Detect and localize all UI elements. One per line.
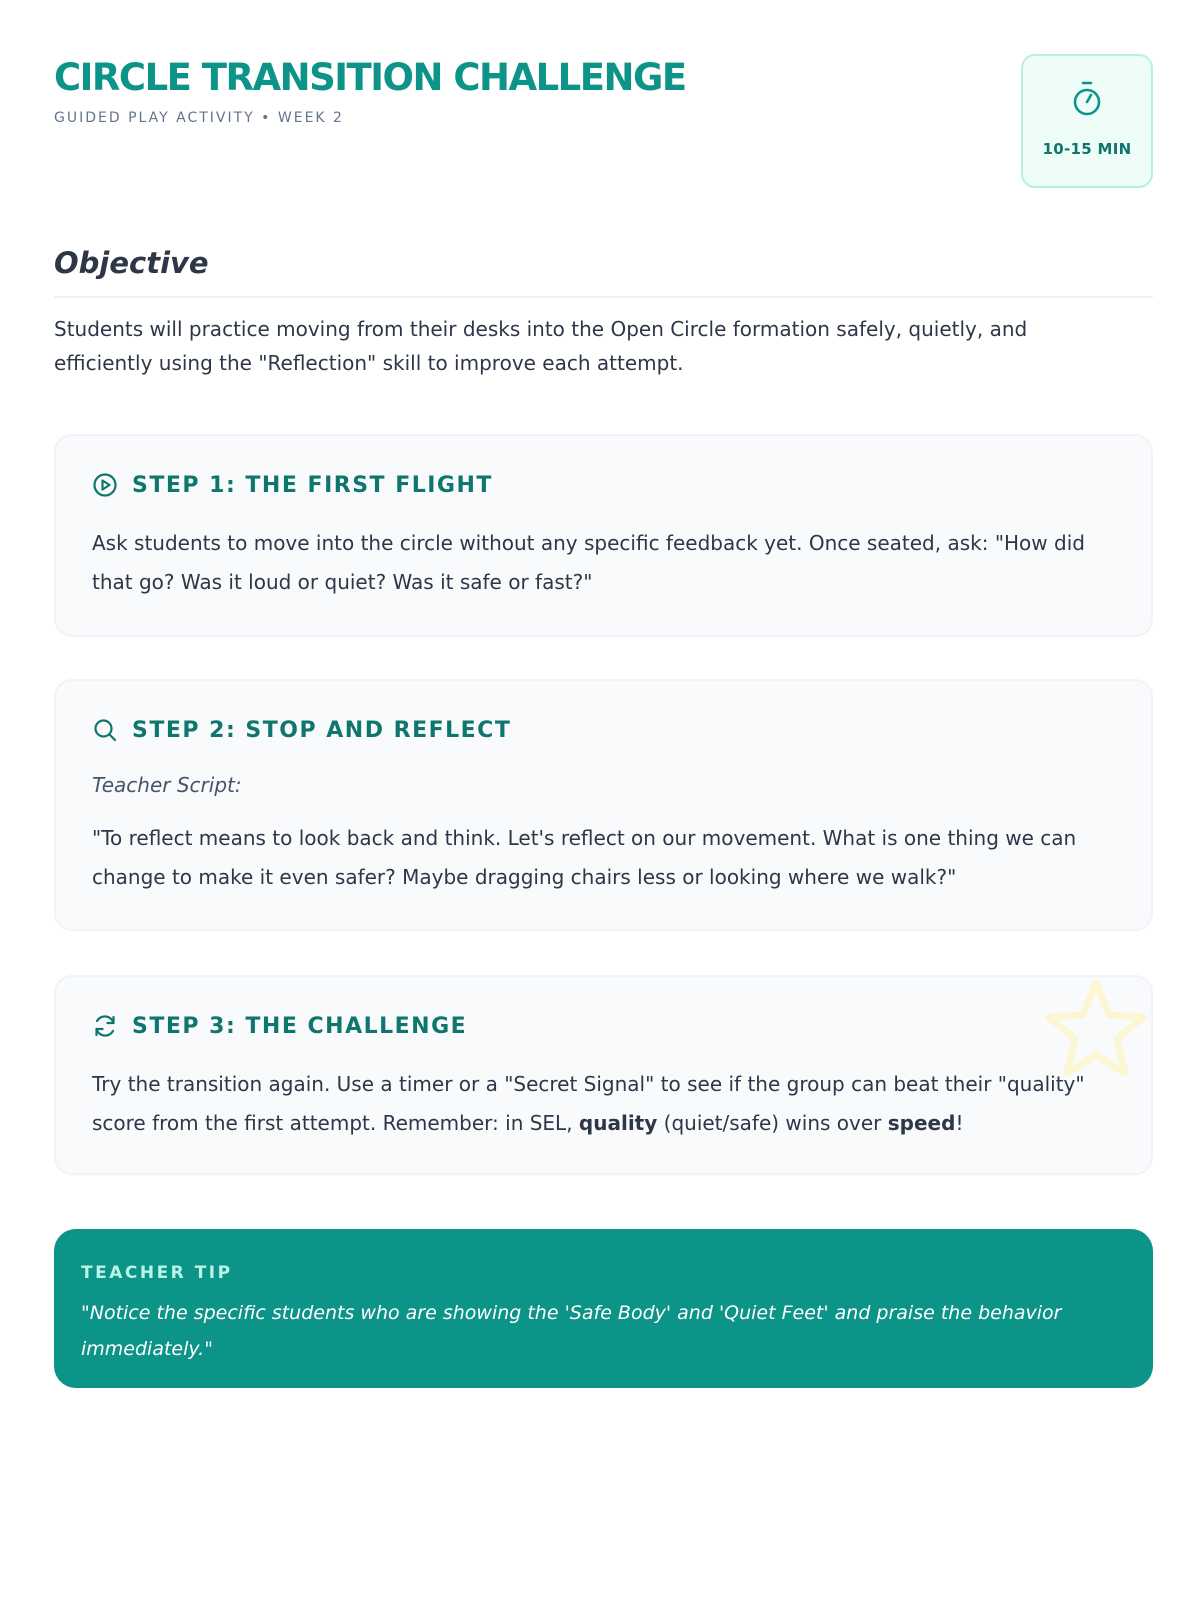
step-body-3-text: (quiet/safe) wins over [657, 1111, 888, 1135]
emphasis-quality: quality [578, 1111, 658, 1135]
duration-label: 10-15 MIN [1042, 140, 1132, 158]
duration-badge [1021, 54, 1153, 188]
search-icon [92, 717, 118, 743]
stopwatch-icon [1070, 80, 1104, 118]
step-body-3-text: Try the transition again. Use a timer or a "Secret Signal" to see if the group can beat their "quality" score from the first attempt. Remember: in SEL, [92, 1072, 1085, 1135]
step-body-2: "To reflect means to look back and think. Let's reflect on our movement. What is one thing we can change to make it even safer? Maybe dragging chairs less or looking where we walk?" [92, 826, 1077, 889]
step-body-3 [92, 1065, 1122, 1143]
step-header-3 [92, 1013, 467, 1039]
page-title: CIRCLE TRANSITION CHALLENGE [54, 56, 686, 99]
step-title-1: STEP 1: THE FIRST FLIGHT [132, 472, 493, 498]
play-circle-icon [92, 472, 118, 498]
step-title-2: STEP 2: STOP AND REFLECT [132, 717, 512, 743]
teacher-tip-box [54, 1229, 1153, 1388]
step-card-1 [54, 434, 1153, 637]
objective-text: Students will practice moving from their desks into the Open Circle formation safely, quietly, and efficiently using the "Reflection" skill to improve each attempt. [54, 317, 1028, 375]
teacher-tip-title: TEACHER TIP [81, 1263, 233, 1283]
step-body-3-text: ! [955, 1111, 964, 1135]
activity-page [54, 0, 1153, 1360]
step-header-2 [92, 717, 511, 743]
step-body-1: Ask students to move into the circle without any specific feedback yet. Once seated, ask: "How did that go? Was it loud or quiet? Was it safe or fast?" [92, 531, 1085, 594]
objective-divider [54, 296, 1153, 298]
objective-heading: Objective [54, 246, 209, 280]
teacher-tip-text: "Notice the specific students who are showing the 'Safe Body' and 'Quiet Feet' and praise the behavior immediately." [81, 1302, 1062, 1360]
step-title-3: STEP 3: THE CHALLENGE [132, 1013, 468, 1039]
emphasis-speed: speed [887, 1111, 956, 1135]
page-subtitle: GUIDED PLAY ACTIVITY • WEEK 2 [54, 110, 344, 126]
refresh-icon [92, 1013, 118, 1039]
page-header [54, 0, 1153, 230]
step-card-3 [54, 975, 1153, 1175]
step-header-1 [92, 472, 493, 498]
step-card-2 [54, 679, 1153, 931]
teacher-script-label: Teacher Script: [92, 773, 242, 797]
